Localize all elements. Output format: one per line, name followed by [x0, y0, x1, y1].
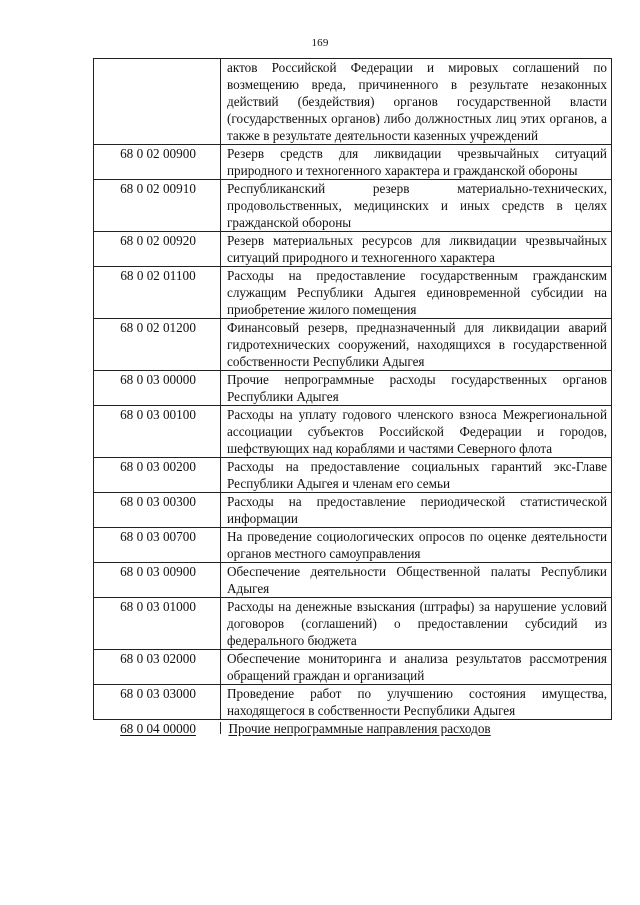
row-description: Расходы на предоставление периодической статистической информации — [221, 493, 612, 528]
table-row — [94, 319, 612, 371]
row-code: 68 0 03 00100 — [94, 406, 221, 458]
table-row — [94, 650, 612, 685]
table-row — [94, 59, 612, 145]
table-row — [94, 371, 612, 406]
table-row — [94, 232, 612, 267]
row-code: 68 0 03 00200 — [94, 458, 221, 493]
row-description: Прочие непрограммные расходы государственных органов Республики Адыгея — [221, 371, 612, 406]
row-code: 68 0 02 00900 — [94, 145, 221, 180]
row-description: Обеспечение деятельности Общественной палаты Республики Адыгея — [221, 563, 612, 598]
table-row — [94, 406, 612, 458]
row-code: 68 0 02 00910 — [94, 180, 221, 232]
row-description: Резерв средств для ликвидации чрезвычайных ситуаций природного и техногенного характера и гражданской обороны — [221, 145, 612, 180]
row-description: Проведение работ по улучшению состояния имущества, находящегося в собственности Республики Адыгея — [221, 685, 612, 720]
row-code: 68 0 02 01100 — [94, 267, 221, 319]
row-code: 68 0 03 00300 — [94, 493, 221, 528]
table-row — [94, 685, 612, 720]
row-description: Финансовый резерв, предназначенный для ликвидации аварий гидротехнических сооружений, находящихся в государственной собственности Республики Адыгея — [221, 319, 612, 371]
row-code: 68 0 03 00000 — [94, 371, 221, 406]
row-code: 68 0 02 01200 — [94, 319, 221, 371]
row-description: Республиканский резерв материально-технических, продовольственных, медицинских и иных средств в целях гражданской обороны — [221, 180, 612, 232]
table-row — [94, 145, 612, 180]
table-row — [94, 528, 612, 563]
row-description: Прочие непрограммные направления расходов — [221, 720, 612, 738]
row-description: Расходы на уплату годового членского взноса Межрегиональной ассоциации субъектов Российской Федерации и городов, шефствующих над кораблями и частями Северного флота — [221, 406, 612, 458]
table-row — [94, 458, 612, 493]
page-number: 169 — [311, 37, 329, 49]
row-description: Расходы на предоставление социальных гарантий экс-Главе Республики Адыгея и членам его семьи — [221, 458, 612, 493]
table-row — [94, 180, 612, 232]
row-code: 68 0 03 03000 — [94, 685, 221, 720]
row-description: На проведение социологических опросов по оценке деятельности органов местного самоуправления — [221, 528, 612, 563]
row-description: актов Российской Федерации и мировых соглашений по возмещению вреда, причиненного в результате незаконных действий (бездействия) органов государственной власти (государственных органов) либо должностных лиц этих органов, а также в результате деятельности казенных учреждений — [221, 59, 612, 145]
row-code: 68 0 02 00920 — [94, 232, 221, 267]
table-row — [94, 563, 612, 598]
row-code: 68 0 03 01000 — [94, 598, 221, 650]
table-row — [94, 493, 612, 528]
row-code — [94, 59, 221, 145]
row-code: 68 0 03 00700 — [94, 528, 221, 563]
row-code: 68 0 03 02000 — [94, 650, 221, 685]
row-description: Обеспечение мониторинга и анализа результатов рассмотрения обращений граждан и организаций — [221, 650, 612, 685]
budget-classification-table — [93, 58, 612, 737]
row-description: Резерв материальных ресурсов для ликвидации чрезвычайных ситуаций природного и техногенного характера — [221, 232, 612, 267]
row-description: Расходы на предоставление государственным гражданским служащим Республики Адыгея единовременной субсидии на приобретение жилого помещения — [221, 267, 612, 319]
row-code: 68 0 04 00000 — [94, 720, 221, 738]
table-row — [94, 720, 612, 738]
row-description: Расходы на денежные взыскания (штрафы) за нарушение условий договоров (соглашений) о предоставлении субсидий из федерального бюджета — [221, 598, 612, 650]
row-code: 68 0 03 00900 — [94, 563, 221, 598]
table-row — [94, 267, 612, 319]
table-row — [94, 598, 612, 650]
